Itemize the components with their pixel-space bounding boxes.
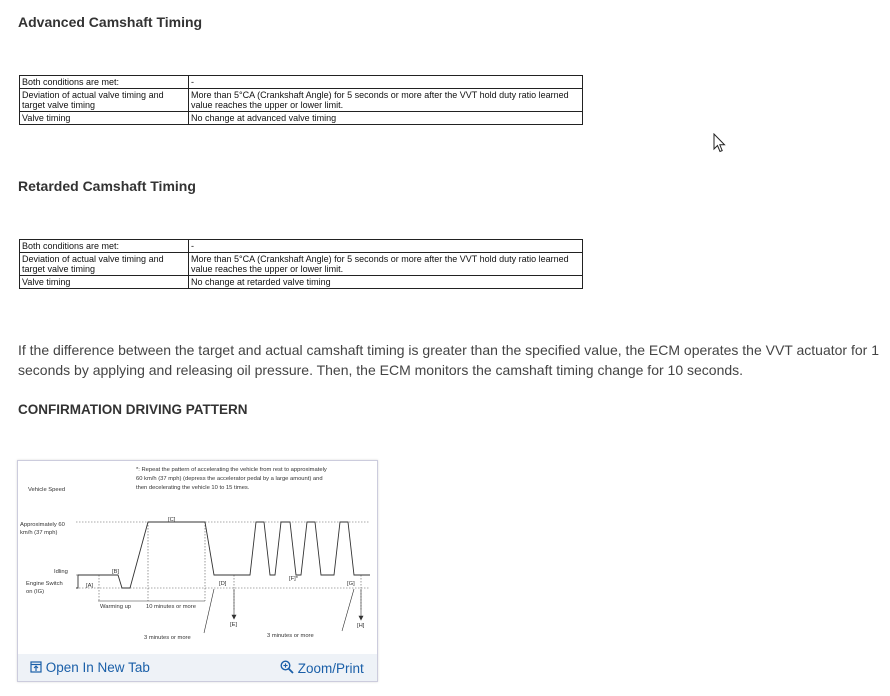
paragraph-line: seconds by applying and releasing oil pressure. Then, the ECM monitors the camshaft timing change for 10 seconds. [18,362,744,378]
note-text: then decelerating the vehicle 10 to 15 times. [136,485,250,491]
leader-line [342,589,354,631]
arrow-h-head [359,616,363,620]
duration-label: 10 minutes or more [146,604,196,610]
phase-label: [C] [168,517,176,523]
note-text: *: Repeat the pattern of accelerating the vehicle from rest to approximately [136,467,327,473]
table-cell: Deviation of actual valve timing and target valve timing [20,253,189,276]
table-cell: No change at advanced valve timing [189,112,583,125]
table-row [20,76,583,89]
confirmation-heading: CONFIRMATION DRIVING PATTERN [18,402,248,417]
table-cell: More than 5°CA (Crankshaft Angle) for 5 seconds or more after the VVT hold duty ratio learned value reaches the upper or lower limit. [189,89,583,112]
table-cell: Valve timing [20,112,189,125]
paragraph-line: If the difference between the target and actual camshaft timing is greater than the specified value, the ECM operates the VVT actuator for 1 [18,342,879,358]
duration-label: 3 minutes or more [144,635,191,641]
phase-label: [F]* [289,576,299,582]
description-paragraph [18,340,890,380]
table-cell: - [189,76,583,89]
phase-label: [E] [230,622,238,628]
phase-label: [A] [86,583,94,589]
phase-label: [B] [112,569,120,575]
arrow-e-head [232,615,236,619]
speed-curve [76,522,370,588]
figure-toolbar [18,654,377,681]
table-row [20,112,583,125]
duration-label: 3 minutes or more [267,633,314,639]
table-row [20,276,583,289]
axis-label: Approximately 60 [20,522,65,528]
note-text: 60 km/h (37 mph) (depress the accelerator pedal by a large amount) and [136,476,323,482]
table-cell: More than 5°CA (Crankshaft Angle) for 5 seconds or more after the VVT hold duty ratio learned value reaches the upper or lower limit. [189,253,583,276]
table-cell: Valve timing [20,276,189,289]
open-in-new-tab-link[interactable] [30,660,150,675]
phase-label: [G] [347,581,355,587]
table-cell: Deviation of actual valve timing and target valve timing [20,89,189,112]
zoom-icon [280,660,294,674]
duration-label: Warming up [100,604,132,610]
table-row [20,253,583,276]
section-heading-retarded: Retarded Camshaft Timing [18,178,196,194]
phase-label: [H] [357,623,365,629]
section-heading-advanced: Advanced Camshaft Timing [18,14,203,30]
axis-label: on (IG) [26,589,45,595]
axis-label: Vehicle Speed [28,487,66,493]
driving-pattern-figure[interactable] [17,460,378,682]
driving-pattern-diagram [18,461,377,654]
retarded-timing-table [19,239,583,289]
table-cell: Both conditions are met: [20,240,189,253]
table-cell: - [189,240,583,253]
leader-line [204,589,214,633]
open-tab-label: Open In New Tab [45,660,150,675]
zoom-print-link[interactable] [280,660,364,676]
table-cell: Both conditions are met: [20,76,189,89]
advanced-timing-table [19,75,583,125]
table-row [20,240,583,253]
axis-label: Engine Switch [26,581,63,587]
mouse-cursor-icon [713,133,727,153]
table-row [20,89,583,112]
zoom-print-label: Zoom/Print [297,661,364,676]
open-new-tab-icon [30,661,42,673]
table-cell: No change at retarded valve timing [189,276,583,289]
axis-label: km/h (37 mph) [20,530,58,536]
phase-label: [D] [219,581,227,587]
axis-label: Idling [54,569,68,575]
